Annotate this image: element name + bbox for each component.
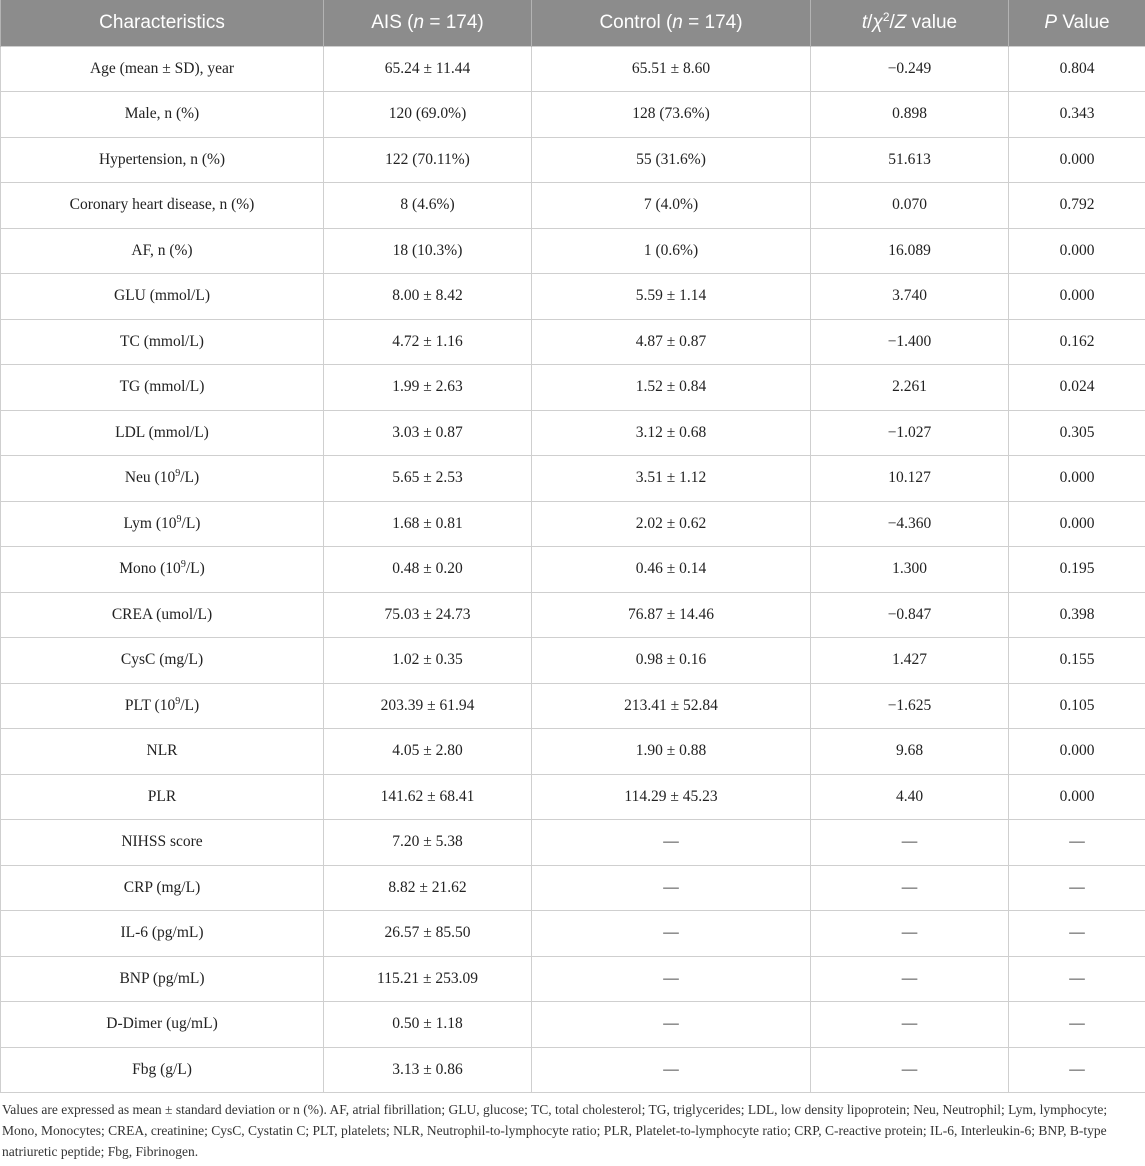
header-ais-n: n — [413, 11, 425, 33]
header-stat-value: value — [906, 11, 958, 33]
label-segment: /L) — [180, 696, 200, 714]
cell-p-value: 0.000 — [1009, 137, 1145, 183]
cell-ais: 3.03 ± 0.87 — [324, 410, 532, 456]
cell-ais: 3.13 ± 0.86 — [324, 1047, 532, 1093]
cell-p-value: 0.000 — [1009, 274, 1145, 320]
cell-stat: −1.400 — [811, 319, 1009, 365]
header-stat-slash: / — [867, 11, 873, 33]
cell-characteristic: CysC (mg/L) — [1, 638, 324, 684]
cell-stat: 3.740 — [811, 274, 1009, 320]
cell-characteristic: CRP (mg/L) — [1, 865, 324, 911]
cell-characteristic: NIHSS score — [1, 820, 324, 866]
cell-p-value: 0.195 — [1009, 547, 1145, 593]
cell-control: 1.52 ± 0.84 — [532, 365, 811, 411]
cell-control: 2.02 ± 0.62 — [532, 501, 811, 547]
cell-stat: 16.089 — [811, 228, 1009, 274]
cell-control: 3.51 ± 1.12 — [532, 456, 811, 502]
cell-ais: 8.00 ± 8.42 — [324, 274, 532, 320]
header-control-label: Control ( — [599, 11, 673, 33]
unit-exponent: 9 — [175, 695, 181, 707]
cell-stat: — — [811, 1002, 1009, 1048]
cell-stat: — — [811, 820, 1009, 866]
cell-stat: 10.127 — [811, 456, 1009, 502]
cell-ais: 1.68 ± 0.81 — [324, 501, 532, 547]
cell-stat: 1.300 — [811, 547, 1009, 593]
cell-control: 5.59 ± 1.14 — [532, 274, 811, 320]
cell-p-value: 0.000 — [1009, 729, 1145, 775]
cell-stat: — — [811, 956, 1009, 1002]
cell-p-value: — — [1009, 1047, 1145, 1093]
table-row — [1, 92, 1145, 138]
table-row — [1, 638, 1145, 684]
cell-control: 7 (4.0%) — [532, 183, 811, 229]
table-row — [1, 456, 1145, 502]
table-row — [1, 820, 1145, 866]
cell-control: 128 (73.6%) — [532, 92, 811, 138]
cell-characteristic: AF, n (%) — [1, 228, 324, 274]
table-row — [1, 956, 1145, 1002]
cell-characteristic: Hypertension, n (%) — [1, 137, 324, 183]
header-ais-count: = 174) — [424, 11, 484, 33]
label-segment: Neu (10 — [124, 469, 176, 487]
cell-control: 4.87 ± 0.87 — [532, 319, 811, 365]
header-stat-t: t — [861, 11, 868, 33]
cell-p-value: 0.000 — [1009, 501, 1145, 547]
cell-characteristic: CREA (umol/L) — [1, 592, 324, 638]
cell-control: 0.98 ± 0.16 — [532, 638, 811, 684]
header-stat-chi: χ — [872, 11, 883, 33]
cell-control: 213.41 ± 52.84 — [532, 683, 811, 729]
cell-ais: 4.05 ± 2.80 — [324, 729, 532, 775]
cell-p-value: 0.398 — [1009, 592, 1145, 638]
cell-p-value: 0.024 — [1009, 365, 1145, 411]
cell-p-value: 0.000 — [1009, 456, 1145, 502]
cell-characteristic: TC (mmol/L) — [1, 319, 324, 365]
cell-p-value: 0.000 — [1009, 228, 1145, 274]
cell-ais: 7.20 ± 5.38 — [324, 820, 532, 866]
cell-stat: −1.027 — [811, 410, 1009, 456]
cell-stat: 51.613 — [811, 137, 1009, 183]
cell-ais: 120 (69.0%) — [324, 92, 532, 138]
table-header — [1, 0, 1145, 46]
cell-control: — — [532, 911, 811, 957]
cell-p-value: 0.162 — [1009, 319, 1145, 365]
cell-ais: 1.02 ± 0.35 — [324, 638, 532, 684]
cell-control: — — [532, 956, 811, 1002]
cell-stat: −1.625 — [811, 683, 1009, 729]
cell-ais: 26.57 ± 85.50 — [324, 911, 532, 957]
header-stat-exponent: 2 — [882, 9, 890, 24]
cell-ais: 8.82 ± 21.62 — [324, 865, 532, 911]
cell-characteristic: LDL (mmol/L) — [1, 410, 324, 456]
cell-p-value: 0.305 — [1009, 410, 1145, 456]
table-row — [1, 547, 1145, 593]
cell-characteristic: Coronary heart disease, n (%) — [1, 183, 324, 229]
table-row — [1, 410, 1145, 456]
unit-exponent: 9 — [176, 513, 182, 525]
cell-stat: 0.898 — [811, 92, 1009, 138]
table-row — [1, 319, 1145, 365]
cell-ais: 203.39 ± 61.94 — [324, 683, 532, 729]
cell-characteristic — [1, 501, 324, 547]
header-characteristics: Characteristics — [1, 0, 324, 46]
label-segment: /L) — [181, 514, 201, 532]
cell-characteristic — [1, 547, 324, 593]
cell-p-value: — — [1009, 865, 1145, 911]
cell-stat: 1.427 — [811, 638, 1009, 684]
table-row — [1, 274, 1145, 320]
header-stat-z: Z — [894, 11, 907, 33]
cell-control: 1.90 ± 0.88 — [532, 729, 811, 775]
label-segment: Mono (10 — [119, 560, 181, 578]
table-row — [1, 1047, 1145, 1093]
cell-p-value: — — [1009, 911, 1145, 957]
cell-ais: 1.99 ± 2.63 — [324, 365, 532, 411]
cell-stat: 4.40 — [811, 774, 1009, 820]
cell-ais: 75.03 ± 24.73 — [324, 592, 532, 638]
cell-ais: 8 (4.6%) — [324, 183, 532, 229]
cell-characteristic — [1, 456, 324, 502]
cell-characteristic: BNP (pg/mL) — [1, 956, 324, 1002]
label-segment: /L) — [180, 469, 200, 487]
table-row — [1, 592, 1145, 638]
cell-stat: 2.261 — [811, 365, 1009, 411]
unit-exponent: 9 — [180, 559, 186, 571]
label-segment: PLT (10 — [124, 696, 176, 714]
cell-characteristic — [1, 683, 324, 729]
unit-exponent: 9 — [175, 468, 181, 480]
header-p-label: Value — [1057, 11, 1110, 33]
cell-ais: 122 (70.11%) — [324, 137, 532, 183]
cell-p-value: — — [1009, 820, 1145, 866]
header-control-n: n — [672, 11, 683, 33]
cell-control: 3.12 ± 0.68 — [532, 410, 811, 456]
cell-control: 114.29 ± 45.23 — [532, 774, 811, 820]
cell-stat: — — [811, 1047, 1009, 1093]
table-row — [1, 683, 1145, 729]
cell-stat: 0.070 — [811, 183, 1009, 229]
header-control-count: = 174) — [682, 11, 743, 33]
table-row — [1, 228, 1145, 274]
cell-p-value: 0.343 — [1009, 92, 1145, 138]
table-row — [1, 911, 1145, 957]
cell-p-value: 0.804 — [1009, 46, 1145, 92]
cell-characteristic: Male, n (%) — [1, 92, 324, 138]
cell-characteristic: TG (mmol/L) — [1, 365, 324, 411]
cell-ais: 115.21 ± 253.09 — [324, 956, 532, 1002]
table-row — [1, 774, 1145, 820]
header-ais — [324, 0, 532, 46]
cell-p-value: 0.792 — [1009, 183, 1145, 229]
table-row — [1, 137, 1145, 183]
table-footnote: Values are expressed as mean ± standard deviation or n (%). AF, atrial fibrillation; GLU, glucose; TC, total cholesterol; TG, triglycerides; LDL, low density lipoprotein; Neu, Neutrophil; Lym, lymphocyte; Mono, Monocytes; CREA, creatinine; CysC, Cystatin C; PLT, platelets; NLR, Neutrophil-to-lymphocyte ratio; PLR, Platelet-to-lymphocyte ratio; CRP, C-reactive protein; IL-6, Interleukin-6; BNP, B-type natriuretic peptide; Fbg, Fibrinogen. — [2, 1102, 1108, 1159]
cell-control: — — [532, 1002, 811, 1048]
table-row — [1, 365, 1145, 411]
header-statistic — [811, 0, 1009, 46]
table-body — [1, 46, 1145, 1093]
table-row — [1, 501, 1145, 547]
cell-control: — — [532, 1047, 811, 1093]
cell-ais: 4.72 ± 1.16 — [324, 319, 532, 365]
cell-characteristic: Age (mean ± SD), year — [1, 46, 324, 92]
cell-p-value: 0.105 — [1009, 683, 1145, 729]
table-row — [1, 865, 1145, 911]
cell-characteristic: NLR — [1, 729, 324, 775]
cell-stat: — — [811, 911, 1009, 957]
header-stat-slash: / — [889, 11, 895, 33]
cell-ais: 18 (10.3%) — [324, 228, 532, 274]
cell-control: 1 (0.6%) — [532, 228, 811, 274]
cell-ais: 141.62 ± 68.41 — [324, 774, 532, 820]
header-p: P — [1044, 11, 1058, 33]
cell-stat: −4.360 — [811, 501, 1009, 547]
header-row — [1, 0, 1145, 46]
cell-p-value: — — [1009, 956, 1145, 1002]
table-row — [1, 729, 1145, 775]
cell-p-value: 0.155 — [1009, 638, 1145, 684]
label-segment: Lym (10 — [123, 514, 177, 532]
header-p-value — [1009, 0, 1145, 46]
label-segment: /L) — [185, 560, 205, 578]
cell-p-value: — — [1009, 1002, 1145, 1048]
cell-ais: 0.50 ± 1.18 — [324, 1002, 532, 1048]
cell-ais: 5.65 ± 2.53 — [324, 456, 532, 502]
cell-control: 76.87 ± 14.46 — [532, 592, 811, 638]
cell-characteristic: D-Dimer (ug/mL) — [1, 1002, 324, 1048]
cell-ais: 65.24 ± 11.44 — [324, 46, 532, 92]
cell-control: 55 (31.6%) — [532, 137, 811, 183]
cell-ais: 0.48 ± 0.20 — [324, 547, 532, 593]
header-control — [532, 0, 811, 46]
cell-stat: −0.847 — [811, 592, 1009, 638]
table-row — [1, 46, 1145, 92]
cell-characteristic: IL-6 (pg/mL) — [1, 911, 324, 957]
cell-control: 65.51 ± 8.60 — [532, 46, 811, 92]
cell-control: — — [532, 820, 811, 866]
cell-characteristic: GLU (mmol/L) — [1, 274, 324, 320]
cell-control: 0.46 ± 0.14 — [532, 547, 811, 593]
table-row — [1, 183, 1145, 229]
cell-characteristic: PLR — [1, 774, 324, 820]
cell-control: — — [532, 865, 811, 911]
cell-stat: — — [811, 865, 1009, 911]
header-ais-label: AIS ( — [371, 11, 414, 33]
cell-stat: −0.249 — [811, 46, 1009, 92]
cell-stat: 9.68 — [811, 729, 1009, 775]
cell-p-value: 0.000 — [1009, 774, 1145, 820]
table-row — [1, 1002, 1145, 1048]
cell-characteristic: Fbg (g/L) — [1, 1047, 324, 1093]
